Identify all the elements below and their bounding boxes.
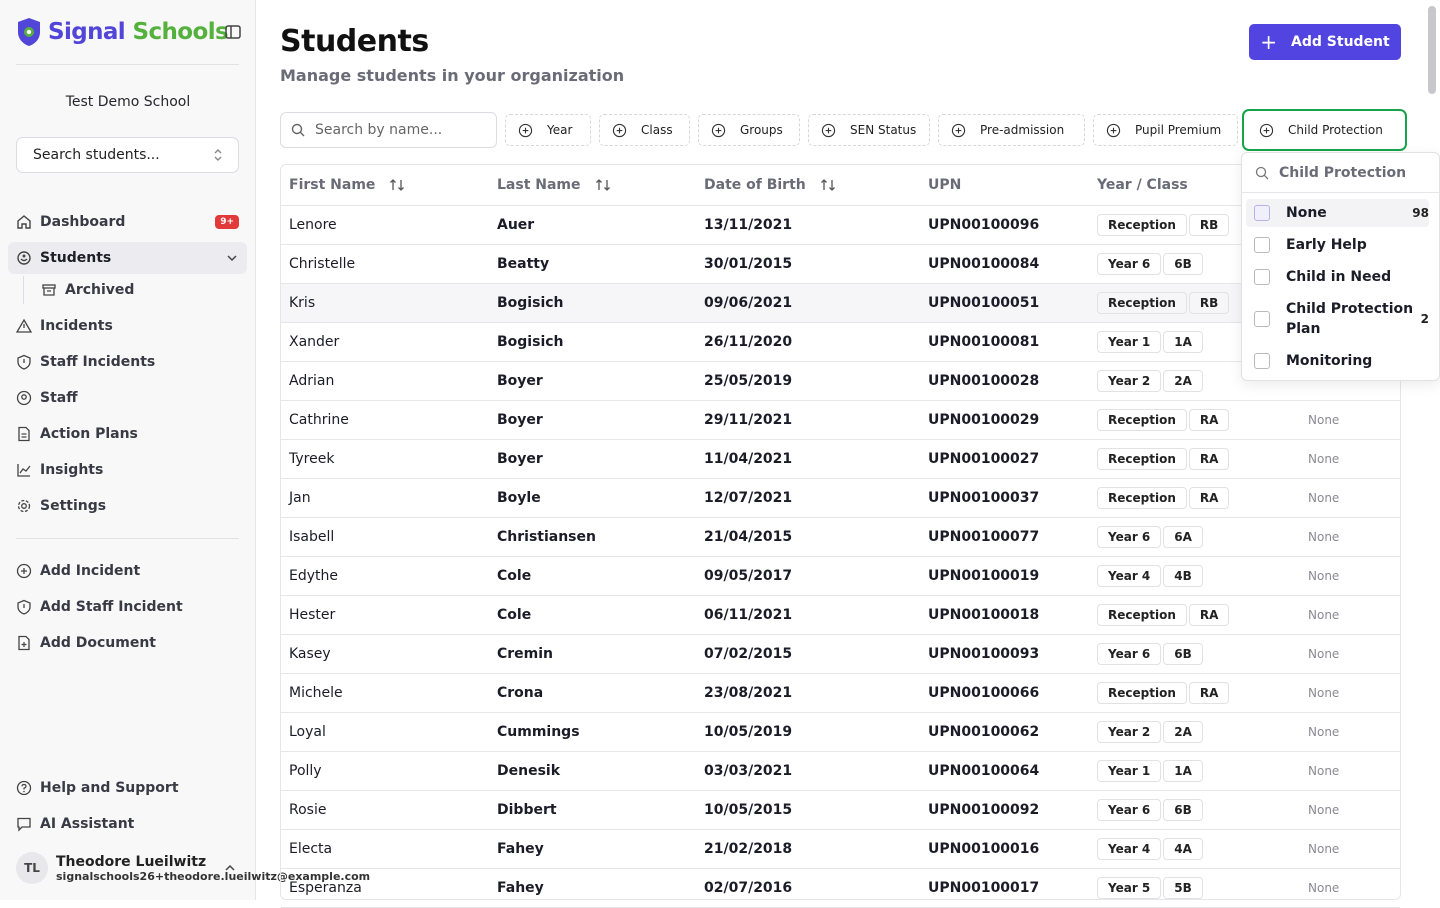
file-plus-icon: [16, 635, 32, 651]
cell-last-name: Cremin: [489, 634, 696, 673]
cp-status: None: [1308, 841, 1340, 856]
page-title: Students: [280, 24, 429, 59]
year-chip: Year 6: [1097, 799, 1161, 821]
table-row[interactable]: [281, 283, 1400, 322]
year-chip: Year 6: [1097, 643, 1161, 665]
cell-child-protection: [1300, 595, 1400, 634]
class-chip: 1A: [1163, 331, 1203, 353]
cell-dob: 11/04/2021: [696, 439, 920, 478]
table-row[interactable]: [281, 712, 1400, 751]
cell-child-protection: [1300, 556, 1400, 595]
year-chip: Year 2: [1097, 370, 1161, 392]
class-chip: 6B: [1163, 253, 1203, 275]
cell-child-protection: [1300, 829, 1400, 868]
filter-class-label: Class: [641, 123, 673, 137]
plus-circle-icon: [16, 563, 32, 579]
divider: [16, 64, 239, 65]
child-protection-dropdown: [1241, 152, 1440, 381]
user-circle-icon: [16, 390, 32, 406]
cell-dob: 29/11/2021: [696, 400, 920, 439]
checkbox[interactable]: [1254, 269, 1270, 285]
checkbox[interactable]: [1254, 311, 1270, 327]
cell-year-class: [1089, 400, 1300, 439]
nav-add-incident[interactable]: [8, 555, 247, 587]
cell-first-name: Cathrine: [281, 400, 489, 439]
cell-upn: UPN00100093: [920, 634, 1089, 673]
cell-dob: 12/07/2021: [696, 478, 920, 517]
cell-last-name: Auer: [489, 205, 696, 244]
option-monitoring[interactable]: [1246, 347, 1429, 375]
avatar: TL: [16, 852, 48, 884]
user-name: Theodore Lueilwitz: [56, 853, 207, 870]
notification-badge: 9+: [215, 215, 239, 229]
shield-alert-icon: [16, 599, 32, 615]
cp-status: None: [1308, 412, 1340, 427]
option-label: Early Help: [1286, 237, 1367, 253]
cell-dob: 10/05/2019: [696, 712, 920, 751]
cell-upn: UPN00100019: [920, 556, 1089, 595]
cell-first-name: Loyal: [281, 712, 489, 751]
archive-icon: [41, 282, 57, 298]
cell-upn: UPN00100092: [920, 790, 1089, 829]
cell-child-protection: [1300, 868, 1400, 907]
cell-child-protection: [1300, 400, 1400, 439]
cell-child-protection: [1300, 673, 1400, 712]
user-email: signalschools26+theodore.lueilwitz@example.com: [56, 869, 371, 883]
chevron-down-icon: [225, 251, 239, 265]
option-count: 98: [1412, 206, 1429, 220]
cell-upn: UPN00100081: [920, 322, 1089, 361]
option-label: Child Protection Plan: [1286, 301, 1414, 337]
nav-ai-assistant[interactable]: [8, 808, 247, 840]
checkbox[interactable]: [1254, 353, 1270, 369]
class-chip: RA: [1189, 448, 1230, 470]
cell-child-protection: [1300, 439, 1400, 478]
table-row[interactable]: [281, 829, 1400, 868]
add-student-label: Add Student: [1291, 34, 1390, 50]
option-label: Child in Need: [1286, 269, 1392, 285]
cell-child-protection: [1300, 790, 1400, 829]
cell-dob: 07/02/2015: [696, 634, 920, 673]
plus-circle-icon: [821, 123, 836, 138]
year-chip: Year 4: [1097, 565, 1161, 587]
chart-line-icon: [16, 462, 32, 478]
filter-child-protection-label: Child Protection: [1288, 123, 1383, 137]
cell-first-name: Lenore: [281, 205, 489, 244]
plus-circle-icon: [518, 123, 533, 138]
nav-add-staff-incident[interactable]: [8, 591, 247, 623]
class-chip: 6B: [1163, 799, 1203, 821]
cell-first-name: Michele: [281, 673, 489, 712]
cell-year-class: [1089, 634, 1300, 673]
cell-dob: 13/11/2021: [696, 205, 920, 244]
cell-year-class: [1089, 478, 1300, 517]
option-label: None: [1286, 205, 1327, 221]
page-scrollbar[interactable]: [1428, 6, 1436, 94]
filter-pupil-premium-label: Pupil Premium: [1135, 123, 1222, 137]
col-upn: UPN: [920, 165, 1089, 205]
class-chip: RA: [1189, 682, 1230, 704]
option-child-in-need[interactable]: [1246, 263, 1429, 291]
filter-class[interactable]: [599, 114, 690, 146]
plus-circle-icon: [612, 123, 627, 138]
plus-circle-icon: [951, 123, 966, 138]
cell-last-name: Cole: [489, 595, 696, 634]
cell-year-class: [1089, 751, 1300, 790]
cp-status: None: [1308, 724, 1340, 739]
cell-upn: UPN00100062: [920, 712, 1089, 751]
cell-upn: UPN00100027: [920, 439, 1089, 478]
class-chip: RA: [1189, 409, 1230, 431]
table-row[interactable]: [281, 868, 1400, 907]
cp-status: None: [1308, 880, 1340, 895]
cp-status: None: [1308, 490, 1340, 505]
plus-circle-icon: [1259, 123, 1274, 138]
table-row[interactable]: [281, 634, 1400, 673]
class-chip: RB: [1189, 292, 1229, 314]
search-input[interactable]: [280, 112, 497, 148]
cell-year-class: [1089, 439, 1300, 478]
cell-last-name: Christiansen: [489, 517, 696, 556]
nav-add-staff-incident-label: Add Staff Incident: [40, 599, 183, 615]
nav-add-document-label: Add Document: [40, 635, 156, 651]
nav-settings[interactable]: [8, 490, 247, 522]
page-subtitle: Manage students in your organization: [280, 66, 625, 85]
class-chip: 1A: [1163, 760, 1203, 782]
cell-last-name: Bogisich: [489, 322, 696, 361]
filter-year[interactable]: [505, 114, 591, 146]
table-row[interactable]: [281, 751, 1400, 790]
nav-ai-label: AI Assistant: [40, 816, 135, 832]
cp-status: None: [1308, 646, 1340, 661]
checkbox[interactable]: [1254, 237, 1270, 253]
cell-dob: 30/01/2015: [696, 244, 920, 283]
cell-last-name: Boyle: [489, 478, 696, 517]
year-chip: Reception: [1097, 214, 1187, 236]
cell-upn: UPN00100029: [920, 400, 1089, 439]
year-chip: Reception: [1097, 409, 1187, 431]
nav-staff-incidents-label: Staff Incidents: [40, 354, 156, 370]
table-row[interactable]: [281, 439, 1400, 478]
cell-dob: 03/03/2021: [696, 751, 920, 790]
cell-last-name: Crona: [489, 673, 696, 712]
nav-students[interactable]: [8, 242, 247, 274]
nav-staff-incidents[interactable]: [8, 346, 247, 378]
cell-year-class: [1089, 673, 1300, 712]
help-circle-icon: [16, 780, 32, 796]
cell-last-name: Boyer: [489, 361, 696, 400]
table-header-row: [281, 165, 1400, 205]
option-count: 2: [1420, 312, 1429, 326]
divider: [16, 538, 239, 539]
class-chip: 6A: [1163, 526, 1203, 548]
cell-last-name: Denesik: [489, 751, 696, 790]
cell-last-name: Cummings: [489, 712, 696, 751]
students-table: [280, 164, 1401, 900]
cell-last-name: Boyer: [489, 439, 696, 478]
sidebar-toggle-icon[interactable]: [224, 23, 242, 41]
cell-child-protection: [1300, 634, 1400, 673]
sort-icon[interactable]: [820, 177, 836, 193]
cp-status: None: [1308, 607, 1340, 622]
cell-upn: UPN00100028: [920, 361, 1089, 400]
gear-icon: [16, 498, 32, 514]
cell-first-name: Jan: [281, 478, 489, 517]
filter-groups[interactable]: [698, 114, 800, 146]
year-chip: Reception: [1097, 682, 1187, 704]
cell-child-protection: [1300, 517, 1400, 556]
cell-first-name: Kasey: [281, 634, 489, 673]
filter-preadmission-label: Pre-admission: [980, 123, 1065, 137]
year-chip: Year 2: [1097, 721, 1161, 743]
cell-year-class: [1089, 829, 1300, 868]
option-none[interactable]: [1246, 199, 1429, 227]
col-last-name[interactable]: Last Name: [489, 165, 696, 205]
nav-archived[interactable]: [33, 274, 247, 306]
cell-last-name: Bogisich: [489, 283, 696, 322]
year-chip: Year 6: [1097, 253, 1161, 275]
table-row[interactable]: [281, 517, 1400, 556]
class-chip: RA: [1189, 604, 1230, 626]
col-first-name[interactable]: First Name: [281, 165, 489, 205]
cell-last-name: Fahey: [489, 868, 696, 907]
shield-logo-icon: [16, 17, 42, 47]
option-child-protection-plan[interactable]: [1246, 295, 1429, 343]
dropdown-search-placeholder: Child Protection: [1279, 164, 1407, 181]
nav-archived-label: Archived: [65, 282, 135, 298]
cell-upn: UPN00100064: [920, 751, 1089, 790]
sort-icon[interactable]: [389, 177, 405, 193]
cell-first-name: Electa: [281, 829, 489, 868]
year-chip: Year 5: [1097, 877, 1161, 899]
cell-first-name: Christelle: [281, 244, 489, 283]
document-icon: [16, 426, 32, 442]
cell-child-protection: [1300, 712, 1400, 751]
cell-dob: 21/02/2018: [696, 829, 920, 868]
cell-year-class: [1089, 712, 1300, 751]
cell-upn: UPN00100051: [920, 283, 1089, 322]
checkbox[interactable]: [1254, 205, 1270, 221]
plus-icon: +: [1260, 30, 1278, 54]
cp-status: None: [1308, 763, 1340, 778]
nav-add-document[interactable]: [8, 627, 247, 659]
dropdown-search-input[interactable]: [1242, 153, 1439, 193]
cell-last-name: Dibbert: [489, 790, 696, 829]
year-chip: Reception: [1097, 487, 1187, 509]
year-chip: Year 6: [1097, 526, 1161, 548]
option-early-help[interactable]: [1246, 231, 1429, 259]
nav-help-label: Help and Support: [40, 780, 179, 796]
chat-icon: [16, 816, 32, 832]
cell-upn: UPN00100017: [920, 868, 1089, 907]
cell-last-name: Boyer: [489, 400, 696, 439]
cp-status: None: [1308, 451, 1340, 466]
nav-add-incident-label: Add Incident: [40, 563, 141, 579]
cell-upn: UPN00100077: [920, 517, 1089, 556]
year-chip: Year 1: [1097, 760, 1161, 782]
cell-first-name: Esperanza: [281, 868, 489, 907]
table-row[interactable]: [281, 322, 1400, 361]
cell-year-class: [1089, 595, 1300, 634]
brand-name: Signal Schools: [48, 19, 229, 45]
filter-sen-status[interactable]: [808, 114, 930, 146]
filter-groups-label: Groups: [740, 123, 783, 137]
cell-upn: UPN00100096: [920, 205, 1089, 244]
table-row[interactable]: [281, 595, 1400, 634]
search-icon: [1255, 166, 1269, 180]
brand[interactable]: [16, 14, 228, 50]
class-chip: 4B: [1163, 565, 1203, 587]
cell-dob: 26/11/2020: [696, 322, 920, 361]
nav-action-plans[interactable]: [8, 418, 247, 450]
plus-circle-icon: [711, 123, 726, 138]
nav-insights[interactable]: [8, 454, 247, 486]
nav-staff[interactable]: [8, 382, 247, 414]
students-icon: [16, 250, 32, 266]
cell-first-name: Adrian: [281, 361, 489, 400]
table-row[interactable]: [281, 556, 1400, 595]
cell-first-name: Rosie: [281, 790, 489, 829]
school-name: Test Demo School: [65, 94, 191, 110]
cell-year-class: [1089, 790, 1300, 829]
cell-year-class: [1089, 517, 1300, 556]
cell-first-name: Xander: [281, 322, 489, 361]
table-row[interactable]: [281, 673, 1400, 712]
year-chip: Reception: [1097, 292, 1187, 314]
add-student-button[interactable]: [1249, 24, 1401, 60]
filter-sen-label: SEN Status: [850, 123, 917, 137]
cell-dob: 25/05/2019: [696, 361, 920, 400]
chevron-up-icon: [223, 861, 237, 875]
table-row[interactable]: [281, 244, 1400, 283]
search-icon: [291, 123, 305, 137]
cp-status: None: [1308, 529, 1340, 544]
class-chip: 4A: [1163, 838, 1203, 860]
cell-first-name: Tyreek: [281, 439, 489, 478]
cell-dob: 23/08/2021: [696, 673, 920, 712]
plus-circle-icon: [1106, 123, 1121, 138]
year-chip: Year 1: [1097, 331, 1161, 353]
nav-students-label: Students: [40, 250, 112, 266]
nav-staff-label: Staff: [40, 390, 78, 406]
filter-pre-admission[interactable]: [938, 114, 1085, 146]
submenu-line: [23, 276, 24, 304]
cell-upn: UPN00100066: [920, 673, 1089, 712]
filter-child-protection[interactable]: [1242, 109, 1407, 151]
nav-settings-label: Settings: [40, 498, 107, 514]
cell-last-name: Cole: [489, 556, 696, 595]
class-chip: RB: [1189, 214, 1229, 236]
class-chip: 2A: [1163, 370, 1203, 392]
cell-first-name: Kris: [281, 283, 489, 322]
table-row[interactable]: [281, 361, 1400, 400]
table-row[interactable]: [281, 478, 1400, 517]
cell-child-protection: [1300, 751, 1400, 790]
cell-first-name: Isabell: [281, 517, 489, 556]
warning-icon: [16, 318, 32, 334]
cell-dob: 02/07/2016: [696, 868, 920, 907]
nav-incidents[interactable]: [8, 310, 247, 342]
cell-year-class: [1089, 868, 1300, 907]
option-label: Monitoring: [1286, 353, 1373, 369]
cell-last-name: Beatty: [489, 244, 696, 283]
cp-status: None: [1308, 568, 1340, 583]
class-chip: 6B: [1163, 643, 1203, 665]
cp-status: None: [1308, 802, 1340, 817]
nav-dashboard-label: Dashboard: [40, 214, 126, 230]
cell-child-protection: [1300, 478, 1400, 517]
cell-upn: UPN00100016: [920, 829, 1089, 868]
student-search-label: Search students...: [33, 147, 160, 163]
student-search-select[interactable]: [16, 137, 239, 173]
table-row[interactable]: [281, 205, 1400, 244]
cell-first-name: Edythe: [281, 556, 489, 595]
table-row[interactable]: [281, 790, 1400, 829]
cell-first-name: Hester: [281, 595, 489, 634]
cell-dob: 10/05/2015: [696, 790, 920, 829]
user-meta: [56, 853, 371, 883]
cell-year-class: [1089, 556, 1300, 595]
chevron-up-down-icon: [212, 148, 224, 162]
filter-pupil-premium[interactable]: [1093, 114, 1238, 146]
nav-help[interactable]: [8, 772, 247, 804]
home-icon: [16, 214, 32, 230]
nav-insights-label: Insights: [40, 462, 104, 478]
cell-last-name: Fahey: [489, 829, 696, 868]
cell-dob: 21/04/2015: [696, 517, 920, 556]
nav-action-plans-label: Action Plans: [40, 426, 138, 442]
search-placeholder: Search by name...: [315, 122, 443, 138]
class-chip: RA: [1189, 487, 1230, 509]
year-chip: Year 4: [1097, 838, 1161, 860]
cell-upn: UPN00100018: [920, 595, 1089, 634]
table-row[interactable]: [281, 400, 1400, 439]
sort-icon[interactable]: [595, 177, 611, 193]
nav-incidents-label: Incidents: [40, 318, 113, 334]
cell-first-name: Polly: [281, 751, 489, 790]
cell-dob: 09/06/2021: [696, 283, 920, 322]
nav-dashboard[interactable]: [8, 206, 247, 238]
cell-dob: 09/05/2017: [696, 556, 920, 595]
cp-status: None: [1308, 685, 1340, 700]
cell-dob: 06/11/2021: [696, 595, 920, 634]
class-chip: 5B: [1163, 877, 1203, 899]
year-chip: Reception: [1097, 604, 1187, 626]
cell-upn: UPN00100084: [920, 244, 1089, 283]
cell-upn: UPN00100037: [920, 478, 1089, 517]
col-year-class: Year / Class: [1089, 165, 1300, 205]
year-chip: Reception: [1097, 448, 1187, 470]
shield-alert-icon: [16, 354, 32, 370]
class-chip: 2A: [1163, 721, 1203, 743]
col-dob[interactable]: Date of Birth: [696, 165, 920, 205]
filter-year-label: Year: [547, 123, 573, 137]
